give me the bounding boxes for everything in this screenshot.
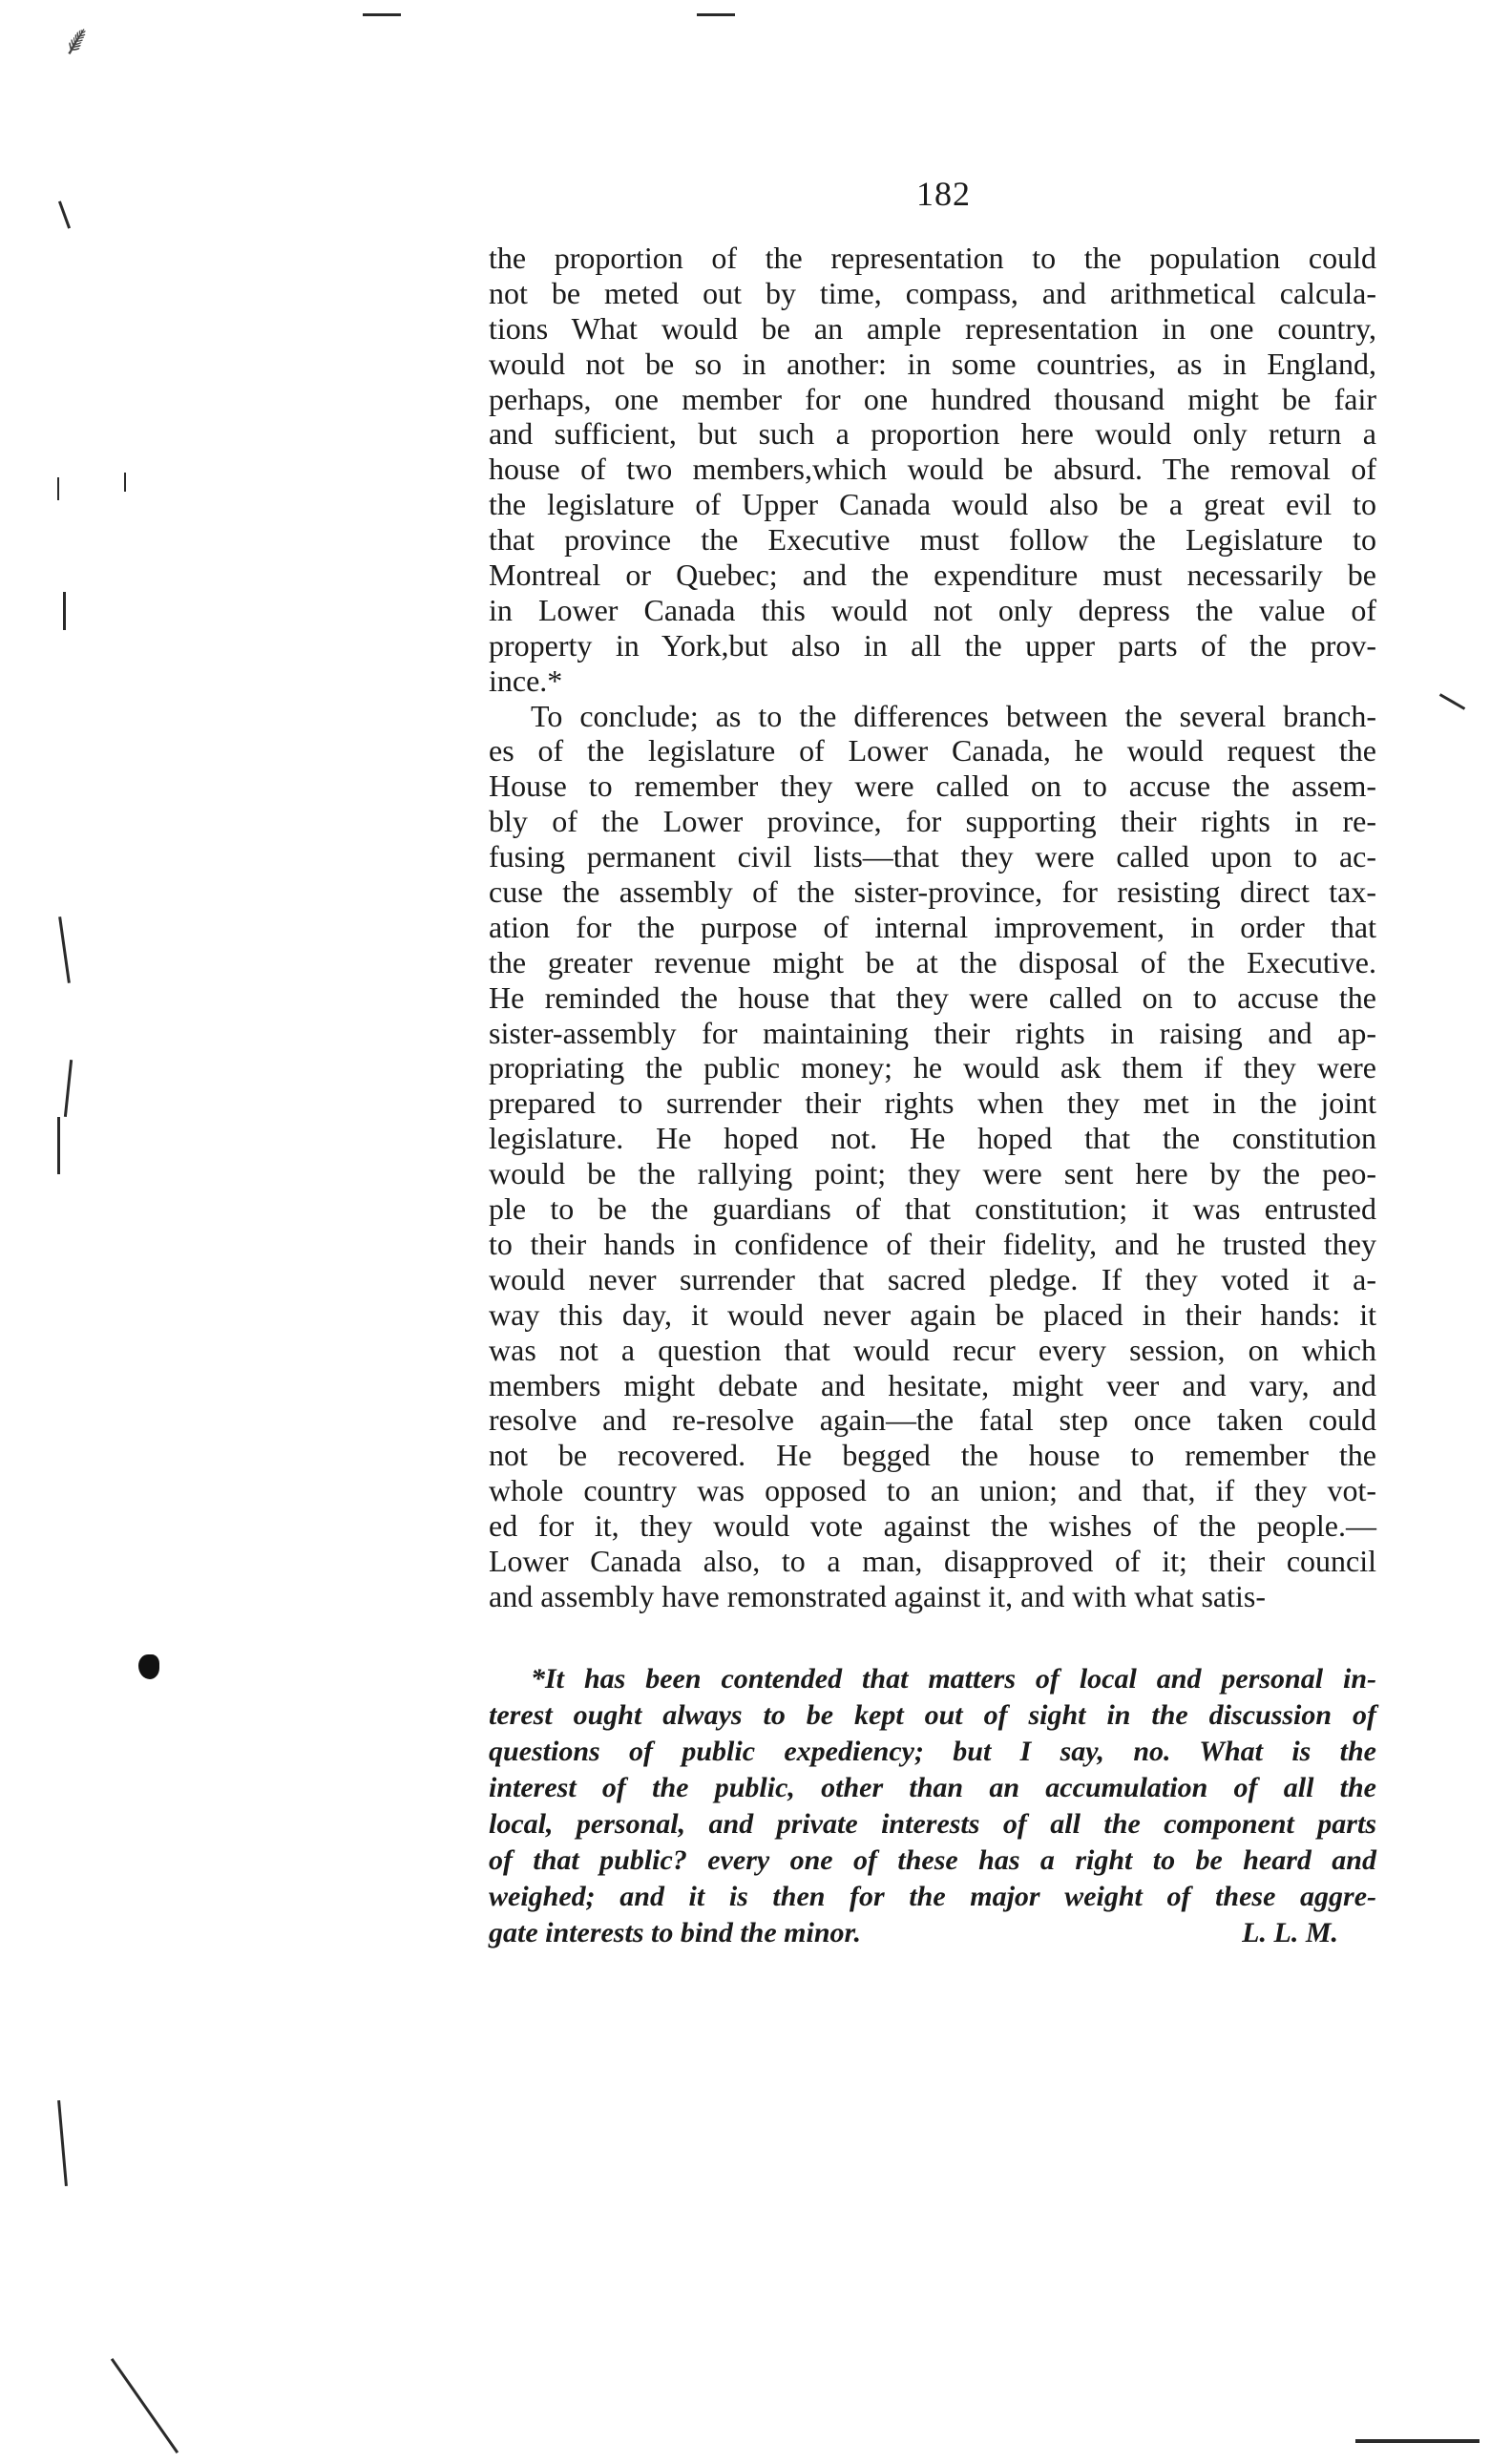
- text-line: would be the rallying point; they were sent here by the peo-: [489, 1156, 1376, 1191]
- text-line: members might debate and hesitate, might veer and vary, and: [489, 1367, 1376, 1402]
- text-line: and sufficient, but such a proportion here would only return a: [489, 416, 1376, 452]
- margin-mark: [124, 473, 126, 492]
- text-line: tions What would be an ample representation in one country,: [489, 310, 1376, 346]
- page-number: 182: [916, 175, 971, 213]
- footnote-line-text: local, personal, and private interests of all the component parts: [489, 1808, 1376, 1840]
- text-line: legislature. He hoped not. He hoped that the constitution: [489, 1121, 1376, 1156]
- text-line: not be recovered. He begged the house to remember the: [489, 1438, 1376, 1473]
- text-line: ple to be the guardians of that constitution; it was entrusted: [489, 1191, 1376, 1227]
- footnote-line: [489, 1806, 1376, 1843]
- text-line: prepared to surrender their rights when they met in the joint: [489, 1085, 1376, 1121]
- margin-mark: [58, 916, 71, 983]
- footnote-line: [489, 1661, 1376, 1697]
- text-line: sister-assembly for maintaining their rights in raising and ap-: [489, 1015, 1376, 1050]
- text-line: property in York,but also in all the upper parts of the prov-: [489, 627, 1376, 663]
- text-line: not be meted out by time, compass, and arithmetical calcula-: [489, 275, 1376, 310]
- text-line: bly of the Lower province, for supporting their rights in re-: [489, 804, 1376, 839]
- text-line: was not a question that would recur every session, on which: [489, 1332, 1376, 1367]
- margin-mark: [697, 13, 735, 16]
- footnote-line: [489, 1843, 1376, 1879]
- text-line: the proportion of the representation to the population could: [489, 241, 1376, 275]
- footnote-line-text: *It has been contended that matters of local and personal in-: [531, 1663, 1376, 1695]
- text-line: Lower Canada also, to a man, disapproved of it; their council: [489, 1543, 1376, 1578]
- footnote-line: [489, 1734, 1376, 1770]
- text-line: the greater revenue might be at the disposal of the Executive.: [489, 944, 1376, 979]
- text-line: that province the Executive must follow the Legislature to: [489, 522, 1376, 558]
- body-text: [489, 241, 1376, 1614]
- text-line: es of the legislature of Lower Canada, he would request the: [489, 733, 1376, 769]
- text-line: propriating the public money; he would ask them if they were: [489, 1050, 1376, 1085]
- footnote-line-text: terest ought always to be kept out of sight in the discussion of: [489, 1699, 1376, 1731]
- text-line: and assembly have remonstrated against it, and with what satis-: [489, 1578, 1267, 1613]
- footnote-line-text: of that public? every one of these has a right to be heard and: [489, 1844, 1376, 1876]
- footnote-line: [489, 1770, 1376, 1806]
- text-line: He reminded the house that they were called on to accuse the: [489, 979, 1376, 1015]
- ink-blot: [138, 1654, 159, 1679]
- footnote-line-text: interest of the public, other than an accumulation of all the: [489, 1772, 1376, 1803]
- text-line: would never surrender that sacred pledge. If they voted it a-: [489, 1261, 1376, 1296]
- text-line: Montreal or Quebec; and the expenditure must necessarily be: [489, 558, 1376, 593]
- margin-mark: [57, 1117, 60, 1174]
- margin-mark: [64, 1060, 73, 1117]
- text-line: perhaps, one member for one hundred thousand might be fair: [489, 381, 1376, 416]
- margin-mark: [363, 13, 401, 16]
- text-line: resolve and re-resolve again—the fatal step once taken could: [489, 1402, 1376, 1438]
- margin-mark: [58, 200, 71, 228]
- margin-mark: [57, 2100, 68, 2186]
- footnote-signature: L. L. M.: [1242, 1917, 1338, 1948]
- margin-mark: [1439, 693, 1465, 710]
- text-line: House to remember they were called on to accuse the assem-: [489, 769, 1376, 804]
- text-line: the legislature of Upper Canada would also be a great evil to: [489, 487, 1376, 522]
- footnote-line: [489, 1697, 1376, 1734]
- footnote-line-text: gate interests to bind the minor.: [489, 1917, 862, 1948]
- text-line: ation for the purpose of internal improvement, in order that: [489, 909, 1376, 944]
- margin-mark: [111, 2358, 178, 2453]
- footnote: [489, 1661, 1376, 1951]
- text-line: to their hands in confidence of their fidelity, and he trusted they: [489, 1226, 1376, 1261]
- margin-mark: [57, 477, 59, 500]
- text-line: fusing permanent civil lists—that they were called upon to ac-: [489, 839, 1376, 874]
- text-line: would not be so in another: in some countries, as in England,: [489, 346, 1376, 381]
- text-line: cuse the assembly of the sister-province, for resisting direct tax-: [489, 874, 1376, 910]
- text-line: ed for it, they would vote against the wishes of the people.—: [489, 1508, 1376, 1544]
- footnote-line-text: questions of public expediency; but I say, no. What is the: [489, 1736, 1376, 1767]
- footnote-line: [489, 1879, 1376, 1915]
- footnote-line-text: weighed; and it is then for the major weight of these aggre-: [489, 1881, 1376, 1912]
- text-line: To conclude; as to the differences between the several branch-: [531, 698, 1376, 733]
- margin-mark: ⸙: [61, 17, 93, 64]
- text-line: ince.*: [489, 663, 563, 698]
- text-line: house of two members,which would be absurd. The removal of: [489, 452, 1376, 487]
- text-line: whole country was opposed to an union; and that, if they vot-: [489, 1473, 1376, 1508]
- text-line: in Lower Canada this would not only depress the value of: [489, 592, 1376, 627]
- footnote-line: [489, 1915, 1376, 1951]
- margin-mark: [1355, 2439, 1480, 2443]
- text-line: way this day, it would never again be placed in their hands: it: [489, 1296, 1376, 1332]
- margin-mark: [63, 592, 66, 630]
